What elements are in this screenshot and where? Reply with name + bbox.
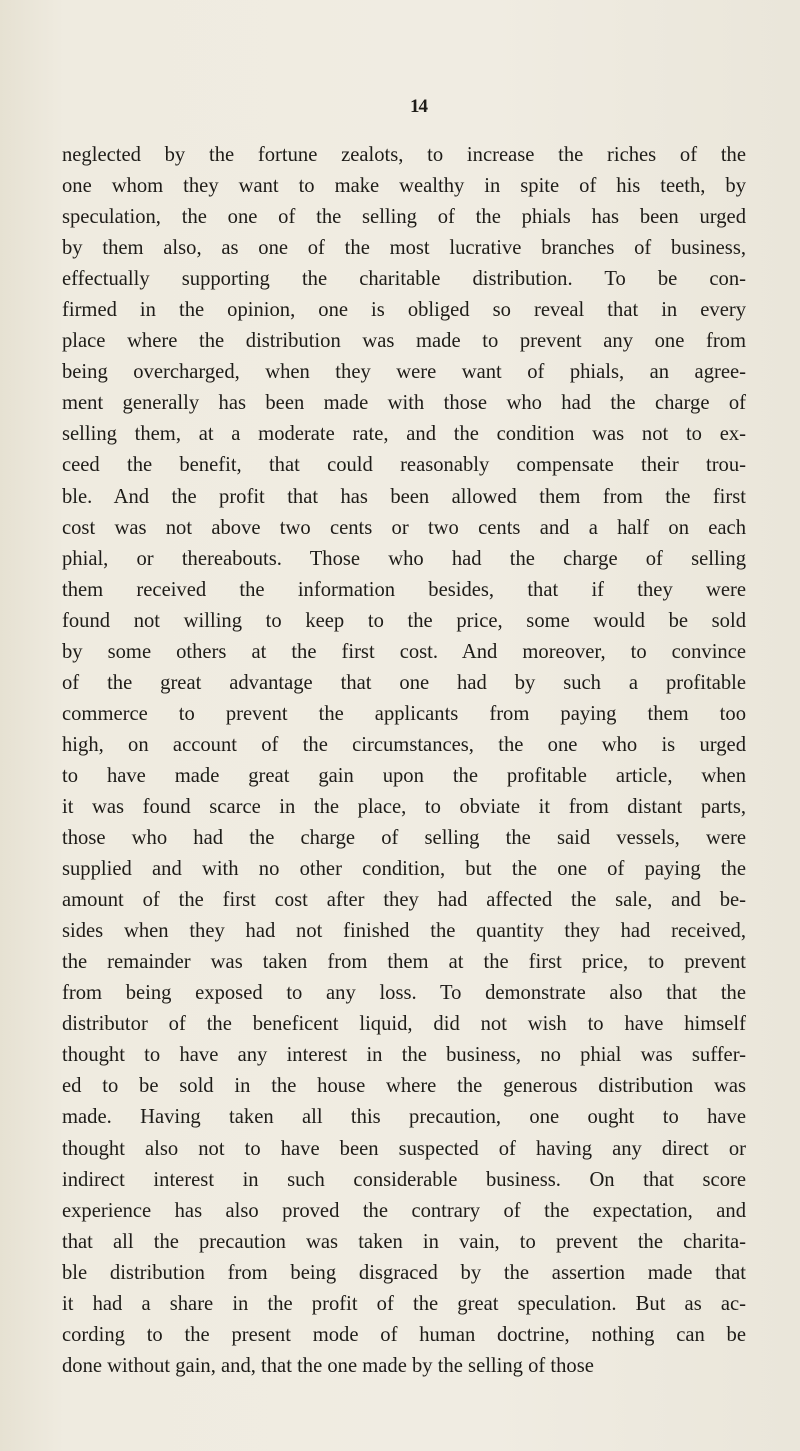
text-line: place where the distribution was made to prevent any one from	[62, 330, 746, 353]
text-line: that all the precaution was taken in vain, to prevent the charita-	[62, 1230, 746, 1253]
text-line: one whom they want to make wealthy in spite of his teeth, by	[62, 175, 746, 198]
text-line: made. Having taken all this precaution, one ought to have	[62, 1106, 746, 1129]
text-line: of the great advantage that one had by such a profitable	[62, 671, 746, 694]
text-line: cording to the present mode of human doctrine, nothing can be	[62, 1323, 746, 1346]
text-line: ed to be sold in the house where the generous distribution was	[62, 1075, 746, 1098]
text-line: high, on account of the circumstances, the one who is urged	[62, 733, 746, 756]
text-line: speculation, the one of the selling of the phials has been urged	[62, 206, 746, 229]
text-line: ceed the benefit, that could reasonably compensate their trou-	[62, 454, 746, 477]
text-line: from being exposed to any loss. To demonstrate also that the	[62, 982, 746, 1005]
text-line: distributor of the beneficent liquid, did not wish to have himself	[62, 1013, 746, 1036]
text-line: by them also, as one of the most lucrative branches of business,	[62, 237, 746, 260]
text-line: those who had the charge of selling the said vessels, were	[62, 827, 746, 850]
text-line: amount of the first cost after they had affected the sale, and be-	[62, 889, 746, 912]
text-line: to have made great gain upon the profitable article, when	[62, 764, 746, 787]
text-line: by some others at the first cost. And moreover, to convince	[62, 640, 746, 663]
text-line: commerce to prevent the applicants from paying them too	[62, 702, 746, 725]
text-line: found not willing to keep to the price, some would be sold	[62, 609, 746, 632]
body-text	[62, 140, 746, 1382]
text-line: neglected by the fortune zealots, to increase the riches of the	[62, 144, 746, 166]
text-line: sides when they had not finished the quantity they had received,	[62, 920, 746, 943]
text-line: thought to have any interest in the business, no phial was suffer-	[62, 1044, 746, 1067]
page-number: 14	[410, 96, 427, 117]
text-line: indirect interest in such considerable business. On that score	[62, 1168, 746, 1191]
text-line: the remainder was taken from them at the first price, to prevent	[62, 951, 746, 974]
text-line: thought also not to have been suspected of having any direct or	[62, 1137, 746, 1160]
text-line: phial, or thereabouts. Those who had the charge of selling	[62, 547, 746, 570]
text-line: firmed in the opinion, one is obliged so reveal that in every	[62, 299, 746, 322]
text-line: selling them, at a moderate rate, and the condition was not to ex-	[62, 423, 746, 446]
text-line: it had a share in the profit of the great speculation. But as ac-	[62, 1292, 746, 1315]
text-line: it was found scarce in the place, to obviate it from distant parts,	[62, 795, 746, 818]
text-line: ble. And the profit that has been allowed them from the first	[62, 485, 746, 508]
text-line: supplied and with no other condition, but the one of paying the	[62, 858, 746, 881]
text-line: being overcharged, when they were want of phials, an agree-	[62, 361, 746, 384]
text-line: them received the information besides, that if they were	[62, 578, 746, 601]
text-line: cost was not above two cents or two cents and a half on each	[62, 516, 746, 539]
text-line: ble distribution from being disgraced by the assertion made that	[62, 1261, 746, 1284]
text-line: effectually supporting the charitable distribution. To be con-	[62, 268, 746, 291]
text-line: ment generally has been made with those who had the charge of	[62, 392, 746, 415]
text-line: experience has also proved the contrary of the expectation, and	[62, 1199, 746, 1222]
text-line: done without gain, and, that the one made by the selling of those	[62, 1354, 594, 1377]
